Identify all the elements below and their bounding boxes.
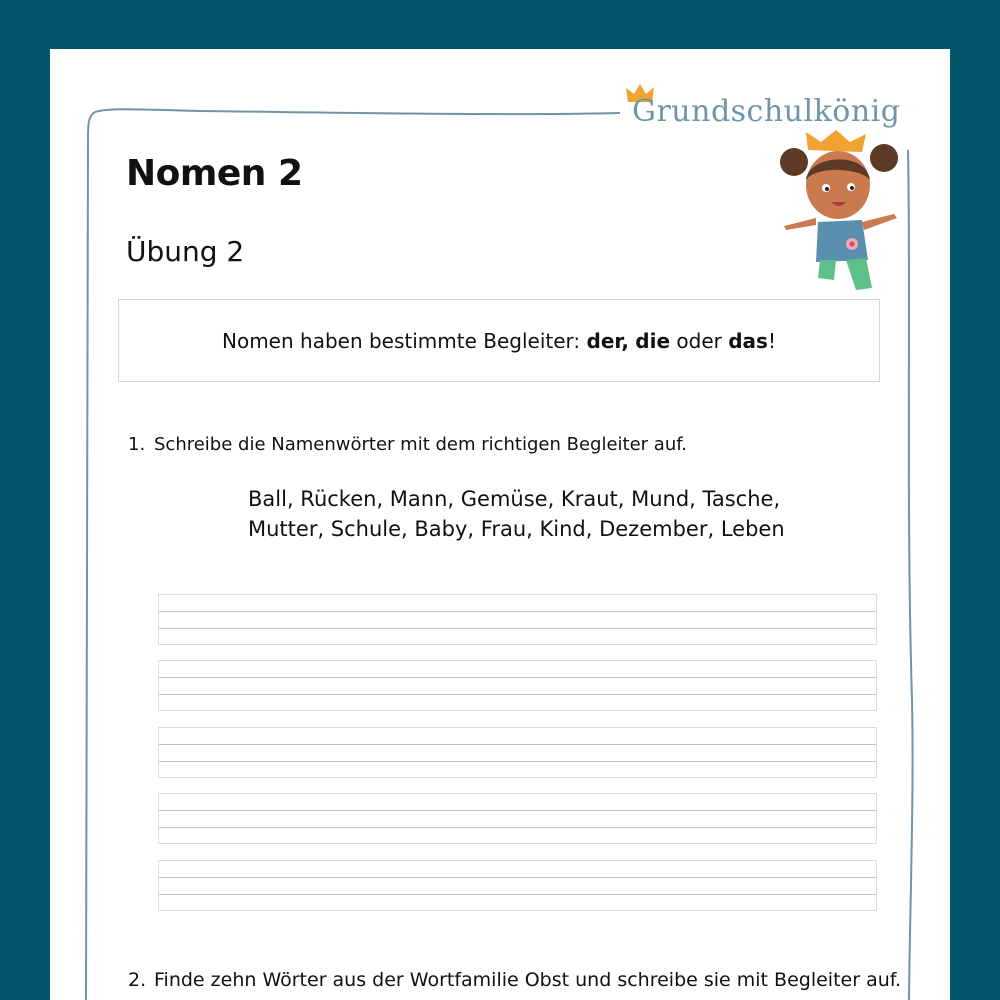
task-number: 2. bbox=[128, 969, 147, 991]
brand-logo: Grundschulkönig bbox=[632, 94, 901, 129]
info-text: Nomen haben bestimmte Begleiter: bbox=[222, 328, 587, 353]
task-text: Schreibe die Namenwörter mit dem richtigen Begleiter auf. bbox=[154, 434, 687, 455]
article-das: das bbox=[728, 328, 768, 353]
word-list-line: Ball, Rücken, Mann, Gemüse, Kraut, Mund, Tasche, bbox=[248, 487, 781, 511]
article-der: der, bbox=[586, 328, 629, 353]
article-die: die bbox=[635, 328, 671, 353]
writing-lines[interactable] bbox=[158, 727, 877, 778]
word-list-line: Mutter, Schule, Baby, Frau, Kind, Dezember, Leben bbox=[248, 517, 785, 541]
rule-info-box bbox=[118, 299, 880, 382]
writing-lines[interactable] bbox=[158, 660, 877, 711]
word-list bbox=[248, 484, 785, 544]
info-text-middle: oder bbox=[670, 328, 729, 353]
task-2-instruction bbox=[128, 969, 901, 991]
task-1-instruction bbox=[128, 434, 687, 455]
info-text-suffix: ! bbox=[767, 328, 776, 353]
writing-lines[interactable] bbox=[158, 793, 877, 844]
task-text: Finde zehn Wörter aus der Wortfamilie Obst und schreibe sie mit Begleiter auf. bbox=[154, 969, 902, 991]
writing-lines[interactable] bbox=[158, 860, 877, 911]
writing-lines[interactable] bbox=[158, 594, 877, 645]
girl-illustration bbox=[776, 130, 906, 295]
task-number: 1. bbox=[128, 434, 146, 455]
exercise-subtitle: Übung 2 bbox=[126, 235, 245, 268]
page-title: Nomen 2 bbox=[126, 153, 303, 194]
